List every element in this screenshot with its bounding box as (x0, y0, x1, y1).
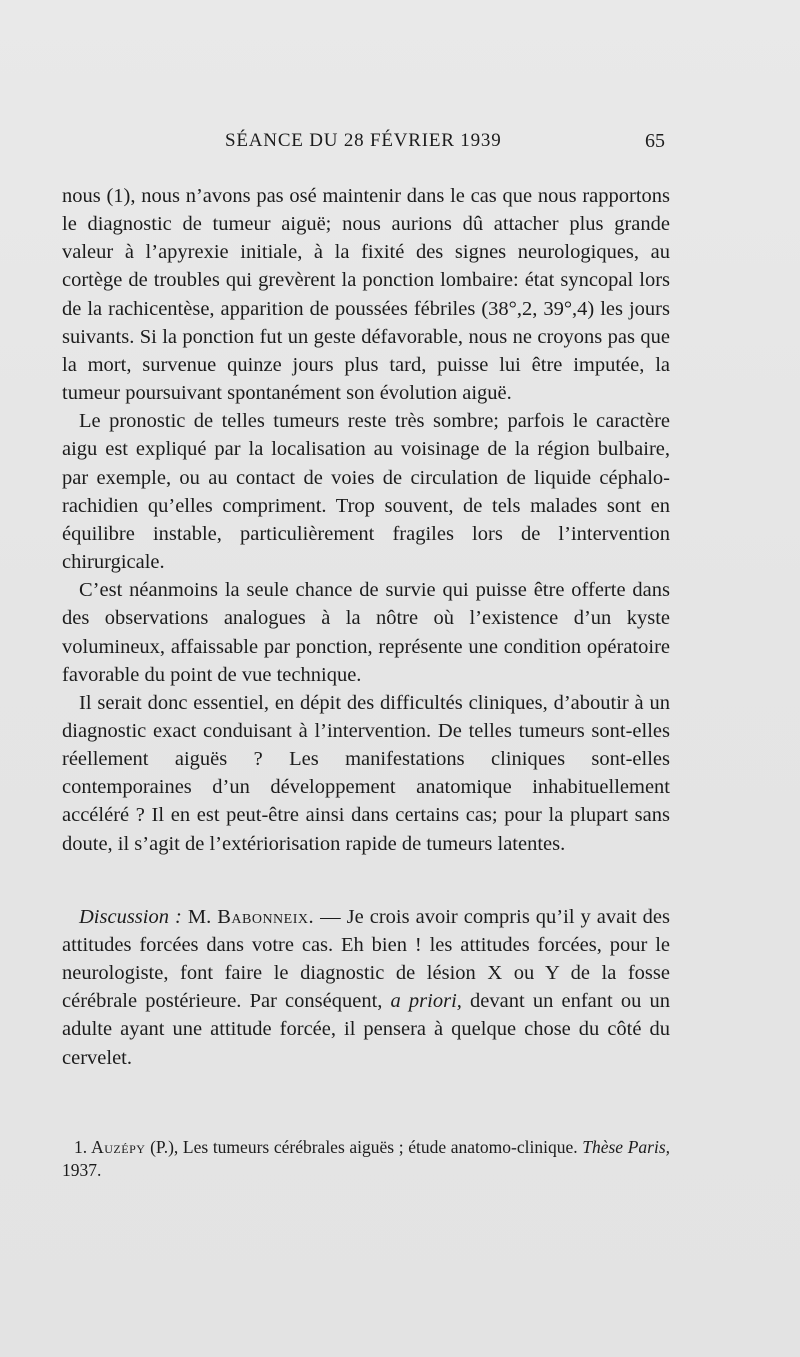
footnote-thesis: Thèse Paris, (582, 1137, 671, 1157)
speaker-name: Babonneix. (217, 905, 315, 928)
discussion-paragraph (62, 903, 670, 1072)
body-text (62, 182, 670, 1072)
footnote-marker: 1. (74, 1137, 88, 1157)
footnote-title: Les tumeurs cérébrales aiguës ; étude anatomo-clinique. (178, 1137, 583, 1157)
footnote (62, 1136, 670, 1182)
discussion-text-part2: devant un enfant ou un adulte ayant une attitude forcée, il pensera à quelque chose du côté du cervelet. (62, 990, 670, 1069)
paragraph-continuation: nous (1), nous n’avons pas osé maintenir dans le cas que nous rapportons le diagnostic de tumeur aiguë; nous aurions dû attacher plus grande valeur à l’apyrexie initiale, à la fixité des signes neurologiques, au cortège de troubles qui grevèrent la ponction lombaire: état syncopal lors de la rachicentèse, apparition de poussées fébriles (38°,2, 39°,4) les jours suivants. Si la ponction fut un geste défavorable, nous ne croyons pas que la mort, survenue quinze jours plus tard, puisse lui être imputée, la tumeur poursuivant spontanément son évolution aiguë. (62, 185, 670, 405)
paragraph-prognosis: Le pronostic de telles tumeurs reste très sombre; parfois le caractère aigu est expliqué par la localisation au voisinage de la région bulbaire, par exemple, ou au contact de voies de circulation de liquide céphalo-rachidien qu’elles compriment. Trop souvent, de tels malades sont en équilibre instable, particulièrement fragiles lors de l’intervention chirurgicale. (62, 410, 670, 574)
page-number: 65 (645, 130, 665, 152)
discussion-label: Discussion : (79, 905, 182, 928)
footnote-author: Auzépy (91, 1137, 146, 1157)
footnote-year: 1937. (62, 1160, 102, 1180)
paragraph-diagnosis: Il serait donc essentiel, en dépit des difficultés cliniques, d’aboutir à un diagnostic exact conduisant à l’intervention. De telles tumeurs sont-elles réellement aiguës ? Les manifestations cliniques sont-elles contemporaines d’un développement anatomique inhabituellement accéléré ? Il en est peut-être ainsi dans certains cas; pour la plupart sans doute, il s’agit de l’extériorisation rapide de tumeurs latentes. (62, 691, 670, 855)
running-head: SÉANCE DU 28 FÉVRIER 1939 (225, 130, 502, 151)
a-priori-phrase: a priori, (390, 990, 462, 1013)
paragraph-survival-chance: C’est néanmoins la seule chance de survie qui puisse être offerte dans des observations analogues à la nôtre où l’existence d’un kyste volumineux, affaissable par ponction, représente une condition opératoire favorable du point de vue technique. (62, 579, 670, 686)
speaker-prefix: M. (187, 905, 218, 928)
discussion-text-part1: — Je crois avoir compris qu’il y avait des attitudes forcées dans votre cas. Eh bien ! les attitudes forcées, pour le neurologiste, font faire le diagnostic de lésion X ou Y de la fosse cérébrale postérieure. Par conséquent, (62, 905, 670, 1013)
page-header (0, 130, 800, 160)
footnote-author-initial: (P.), (145, 1137, 179, 1157)
